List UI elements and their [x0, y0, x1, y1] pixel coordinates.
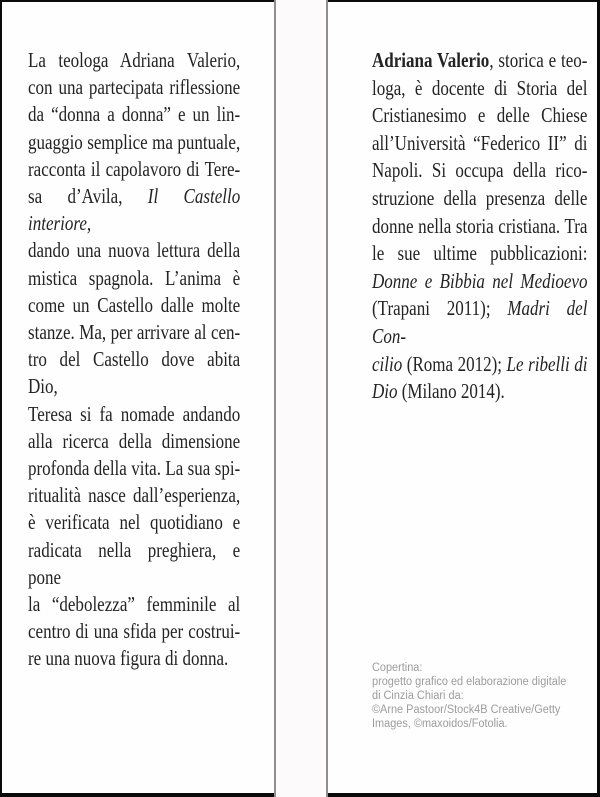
text-line: donne nella storia cristiana. Tra	[372, 213, 588, 238]
text-line: con una partecipata riflessione	[28, 75, 241, 100]
text-line: (Trapani 2011); Madri del Con-	[372, 296, 588, 348]
text-line: dando una nuova lettura della	[28, 238, 241, 263]
text-line: le sue ultime pubblicazioni:	[372, 241, 588, 266]
text-line: La teologa Adriana Valerio,	[28, 48, 241, 72]
text-line: di Cinzia Chiari da:	[372, 690, 464, 702]
page-fold-gutter	[274, 0, 328, 797]
text-line: ©Arne Pastoor/Stock4B Creative/Getty	[372, 704, 561, 716]
synopsis-text-column	[28, 47, 240, 673]
text-line: Napoli. Si occupa della rico-	[372, 158, 588, 183]
text-line: come un Castello dalle molte	[28, 292, 241, 317]
text-line: Cristianesimo e delle Chiese	[372, 103, 588, 128]
text-line: Dio (Milano 2014).	[372, 379, 505, 404]
author-bio-column	[372, 47, 587, 406]
page-edge-left	[0, 0, 2, 797]
text-line: da “donna a donna” e un lin-	[28, 102, 241, 127]
text-line: tro del Castello dove abita Dio,	[28, 347, 241, 399]
page-edge-top-right	[328, 0, 600, 2]
text-line: profonda della vita. La sua spi-	[28, 456, 241, 481]
text-line: racconta il capolavoro di Tere-	[28, 156, 241, 181]
text-line: progetto grafico ed elaborazione digitale	[372, 676, 567, 688]
text-line: sa d’Avila, Il Castello interiore,	[28, 184, 241, 236]
text-line: Copertina:	[372, 662, 423, 674]
text-line: Images, ©maxoidos/Fotolia.	[372, 718, 508, 730]
text-line: guaggio semplice ma puntuale,	[28, 129, 241, 154]
page-edge-top-left	[0, 0, 274, 2]
text-line: all’Università “Federico II” di	[372, 130, 588, 155]
text-line: re una nuova figura di donna.	[28, 646, 229, 671]
text-line: alla ricerca della dimensione	[28, 428, 241, 453]
text-line: loga, è docente di Storia del	[372, 75, 588, 100]
text-line: Adriana Valerio, storica e teo-	[372, 48, 588, 72]
text-line: è verificata nel quotidiano e	[28, 510, 241, 535]
text-line: la “debolezza” femminile al	[28, 592, 241, 617]
text-line: stanze. Ma, per arrivare al cen-	[28, 320, 241, 345]
text-line: struzione della presenza delle	[372, 185, 588, 210]
text-line: mistica spagnola. L’anima è	[28, 265, 241, 290]
text-line: ritualità nasce dall’esperienza,	[28, 483, 241, 508]
text-line: Donne e Bibbia nel Medioevo	[372, 268, 588, 293]
text-line: Teresa si fa nomade andando	[28, 401, 241, 426]
text-line: centro di una sfida per costrui-	[28, 619, 241, 644]
cover-credits-text	[372, 661, 591, 731]
text-line: cilio (Roma 2012); Le ribelli di	[372, 351, 588, 376]
text-line: radicata nella preghiera, e pone	[28, 537, 241, 589]
